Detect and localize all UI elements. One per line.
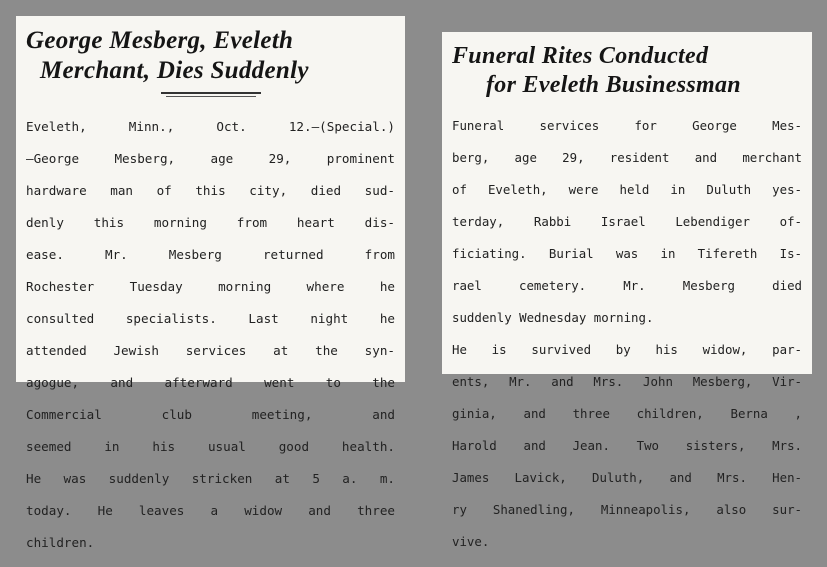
headline-left-line1: George Mesberg, Eveleth [26,27,294,54]
body-line: —George Mesberg, age 29, prominent [26,151,395,166]
body-line: Commercial club meeting, and [26,407,395,422]
body-line: of Eveleth, were held in Duluth yes- [452,182,802,197]
headline-right-line1: Funeral Rites Conducted [452,43,709,69]
headline-divider-left-secondary [166,96,256,97]
body-line: ents, Mr. and Mrs. John Mesberg, Vir- [452,374,802,389]
body-line: Eveleth, Minn., Oct. 12.—(Special.) [26,119,395,134]
body-line: He was suddenly stricken at 5 a. m. [26,471,395,486]
body-line: Harold and Jean. Two sisters, Mrs. [452,438,802,453]
newspaper-clipping-right [442,32,812,549]
body-line: ginia, and three children, Berna , [452,406,802,421]
body-line: terday, Rabbi Israel Lebendiger of- [452,214,802,229]
body-line: Funeral services for George Mes- [452,118,802,133]
body-line: berg, age 29, resident and merchant [452,150,802,165]
headline-left-line2: Merchant, Dies Suddenly [40,57,309,84]
article-body-right [452,102,802,566]
body-line: seemed in his usual good health. [26,439,395,454]
body-line: ease. Mr. Mesberg returned from [26,247,395,262]
headline-left [26,26,395,86]
body-line: ficiating. Burial was in Tifereth Is- [452,246,802,261]
body-line: agogue, and afterward went to the [26,375,395,390]
body-line: ry Shanedling, Minneapolis, also sur- [452,502,802,517]
headline-right-line2: for Eveleth Businessman [486,72,741,98]
body-line: Rochester Tuesday morning where he [26,279,395,294]
headline-divider-left [161,92,261,94]
body-line: consulted specialists. Last night he [26,311,395,326]
body-line: hardware man of this city, died sud- [26,183,395,198]
body-line: attended Jewish services at the syn- [26,343,395,358]
body-line: suddenly Wednesday morning. [452,310,654,325]
body-line: children. [26,535,95,550]
body-line: James Lavick, Duluth, and Mrs. Hen- [452,470,802,485]
article-body-left [26,103,395,567]
headline-right [452,42,802,100]
body-line: denly this morning from heart dis- [26,215,395,230]
newspaper-clipping-left [16,16,405,550]
body-line: vive. [452,534,490,549]
body-line: today. He leaves a widow and three [26,503,395,518]
body-line: rael cemetery. Mr. Mesberg died [452,278,802,293]
body-line: He is survived by his widow, par- [452,342,802,357]
